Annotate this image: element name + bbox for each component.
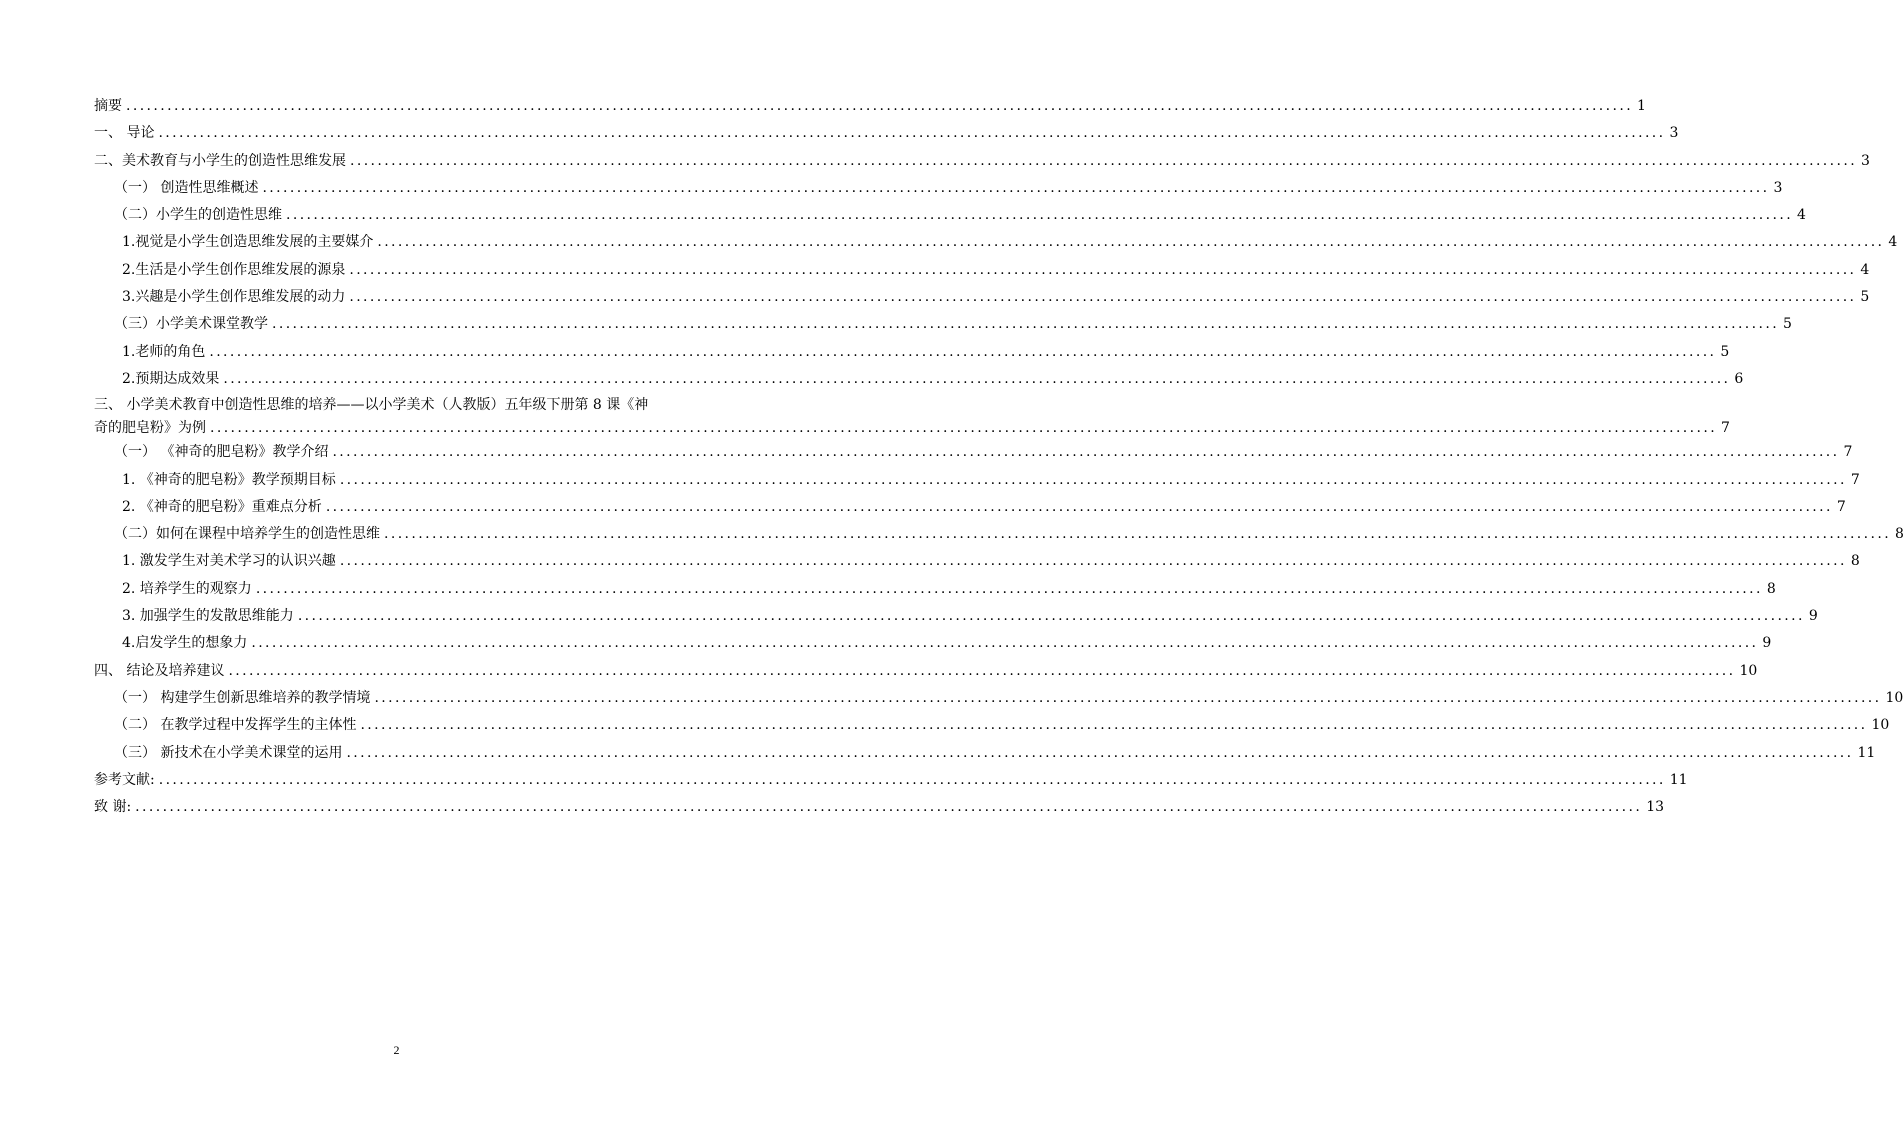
toc-entry-page-number: 3 <box>1669 125 1679 142</box>
toc-entry[interactable] <box>94 794 1665 821</box>
toc-entry-title: 1.视觉是小学生创造思维发展的主要媒介 <box>122 234 374 251</box>
toc-entry-title: （三）小学美术课堂教学 <box>114 316 268 333</box>
dot-leader: ............................................................................................................................................................................................................................ <box>332 444 1840 461</box>
toc-entry[interactable] <box>94 658 1758 685</box>
toc-entry-page-number: 13 <box>1646 799 1665 816</box>
toc-entry-title: （一） 《神奇的肥皂粉》教学介绍 <box>114 444 329 461</box>
toc-entry-title: 摘要 <box>94 98 122 114</box>
toc-entry[interactable] <box>94 417 1730 439</box>
dot-leader: ............................................................................................................................................................................................................................ <box>223 370 1731 387</box>
table-of-contents <box>94 93 1904 821</box>
toc-entry[interactable] <box>94 467 1860 494</box>
toc-entry-title: 3. 加强学生的发散思维能力 <box>122 608 294 625</box>
dot-leader: ............................................................................................................................................................................................................................ <box>297 608 1805 625</box>
toc-entry[interactable] <box>94 439 1853 466</box>
toc-entry-title: （二）如何在课程中培养学生的创造性思维 <box>114 526 380 543</box>
toc-entry-page-number: 5 <box>1860 289 1870 306</box>
toc-entry-title: 参考文献: <box>94 771 155 788</box>
toc-entry-page-number: 7 <box>1836 498 1846 515</box>
toc-entry[interactable] <box>94 767 1688 794</box>
toc-entry[interactable] <box>94 712 1890 739</box>
dot-leader: ............................................................................................................................................................................................................................ <box>209 343 1717 360</box>
toc-entry-title: （三） 新技术在小学美术课堂的运用 <box>114 744 343 761</box>
toc-entry-title: 四、 结论及培养建议 <box>94 662 225 679</box>
toc-entry[interactable] <box>94 740 1876 767</box>
toc-entry[interactable] <box>94 494 1846 521</box>
toc-entry[interactable] <box>94 257 1870 284</box>
dot-leader: ............................................................................................................................................................................................................................ <box>374 689 1882 706</box>
toc-entry-title: 2. 培养学生的观察力 <box>122 580 252 597</box>
toc-entry[interactable] <box>94 576 1776 603</box>
dot-leader: ............................................................................................................................................................................................................................ <box>350 152 1858 169</box>
dot-leader: ............................................................................................................................................................................................................................ <box>251 635 1759 652</box>
toc-entry-page-number: 5 <box>1720 343 1730 360</box>
toc-entry-page-number: 4 <box>1797 207 1806 224</box>
toc-entry[interactable] <box>94 93 1646 120</box>
dot-leader: ............................................................................................................................................................................................................................ <box>126 98 1634 114</box>
toc-entry-title: （二） 在教学过程中发挥学生的主体性 <box>114 717 357 734</box>
toc-entry[interactable] <box>94 685 1904 712</box>
toc-entry-page-number: 10 <box>1885 689 1904 706</box>
toc-entry-title: 2.预期达成效果 <box>122 370 220 387</box>
toc-entry-title: （二）小学生的创造性思维 <box>114 207 282 224</box>
toc-entry-page-number: 7 <box>1721 420 1730 437</box>
toc-entry-page-number: 5 <box>1783 316 1792 333</box>
dot-leader: ............................................................................................................................................................................................................................ <box>377 234 1885 251</box>
toc-entry-page-number: 3 <box>1861 152 1870 169</box>
toc-entry-title: 2. 《神奇的肥皂粉》重难点分析 <box>122 498 322 515</box>
dot-leader: ............................................................................................................................................................................................................................ <box>339 553 1847 570</box>
dot-leader: ............................................................................................................................................................................................................................ <box>158 771 1666 788</box>
toc-entry-title: 1.老师的角色 <box>122 343 206 360</box>
toc-entry-page-number: 4 <box>1860 261 1870 278</box>
dot-leader: ............................................................................................................................................................................................................................ <box>384 526 1892 543</box>
toc-entry-title: 1. 《神奇的肥皂粉》教学预期目标 <box>122 471 336 488</box>
toc-entry-title: 奇的肥皂粉》为例 <box>94 420 206 437</box>
dot-leader: ............................................................................................................................................................................................................................ <box>346 744 1854 761</box>
toc-entry-title: （一） 创造性思维概述 <box>114 179 259 196</box>
toc-entry[interactable] <box>94 175 1783 202</box>
toc-entry[interactable] <box>94 120 1679 147</box>
dot-leader: ............................................................................................................................................................................................................................ <box>339 471 1847 488</box>
dot-leader: ............................................................................................................................................................................................................................ <box>262 179 1770 196</box>
dot-leader: ............................................................................................................................................................................................................................ <box>228 662 1736 679</box>
toc-entry-title: 3.兴趣是小学生创作思维发展的动力 <box>122 289 346 306</box>
toc-entry-page-number: 8 <box>1766 580 1776 597</box>
toc-entry-title: （一） 构建学生创新思维培养的教学情境 <box>114 689 371 706</box>
toc-entry[interactable] <box>94 311 1792 338</box>
toc-entry-title: 4.启发学生的想象力 <box>122 635 248 652</box>
page-number: 2 <box>393 1043 400 1057</box>
toc-entry-page-number: 7 <box>1843 444 1853 461</box>
toc-entry[interactable] <box>94 366 1744 393</box>
dot-leader: ............................................................................................................................................................................................................................ <box>135 799 1643 816</box>
toc-entry-title: 一、 导论 <box>94 125 155 142</box>
dot-leader: ............................................................................................................................................................................................................................ <box>255 580 1763 597</box>
toc-entry-page-number: 7 <box>1850 471 1860 488</box>
dot-leader: ............................................................................................................................................................................................................................ <box>158 125 1666 142</box>
dot-leader: ............................................................................................................................................................................................................................ <box>210 420 1718 437</box>
dot-leader: ............................................................................................................................................................................................................................ <box>349 289 1857 306</box>
toc-entry[interactable] <box>94 339 1730 366</box>
toc-entry[interactable] <box>94 603 1818 630</box>
toc-entry-title: 二、美术教育与小学生的创造性思维发展 <box>94 152 346 169</box>
toc-entry-page-number: 11 <box>1857 744 1876 761</box>
toc-entry-page-number: 11 <box>1669 771 1688 788</box>
toc-entry-page-number: 9 <box>1808 608 1818 625</box>
toc-entry[interactable] <box>94 148 1870 175</box>
dot-leader: ............................................................................................................................................................................................................................ <box>360 717 1868 734</box>
toc-entry-page-number: 6 <box>1734 370 1744 387</box>
toc-entry-page-number: 10 <box>1871 717 1890 734</box>
toc-entry[interactable] <box>94 202 1806 229</box>
toc-entry[interactable] <box>94 630 1772 657</box>
toc-entry[interactable] <box>94 229 1898 256</box>
toc-entry[interactable] <box>94 284 1870 311</box>
dot-leader: ............................................................................................................................................................................................................................ <box>325 498 1833 515</box>
dot-leader: ............................................................................................................................................................................................................................ <box>286 207 1794 224</box>
toc-entry-page-number: 9 <box>1762 635 1772 652</box>
dot-leader: ............................................................................................................................................................................................................................ <box>349 261 1857 278</box>
toc-entry-page-number: 8 <box>1895 526 1904 543</box>
toc-entry[interactable] <box>94 548 1860 575</box>
dot-leader: ............................................................................................................................................................................................................................ <box>272 316 1780 333</box>
toc-entry-title: 1. 激发学生对美术学习的认识兴趣 <box>122 553 336 570</box>
toc-entry-page-number: 3 <box>1773 179 1783 196</box>
toc-entry-page-number: 4 <box>1888 234 1898 251</box>
toc-entry-page-number: 1 <box>1637 98 1646 114</box>
toc-entry-page-number: 10 <box>1739 662 1758 679</box>
toc-entry-page-number: 8 <box>1850 553 1860 570</box>
toc-entry[interactable] <box>94 521 1904 548</box>
toc-entry-title: 致 谢: <box>94 799 132 816</box>
toc-entry-title: 2.生活是小学生创作思维发展的源泉 <box>122 261 346 278</box>
toc-entry-text-line: 三、 小学美术教育中创造性思维的培养——以小学美术（人教版）五年级下册第 8 课《神 <box>94 397 649 414</box>
